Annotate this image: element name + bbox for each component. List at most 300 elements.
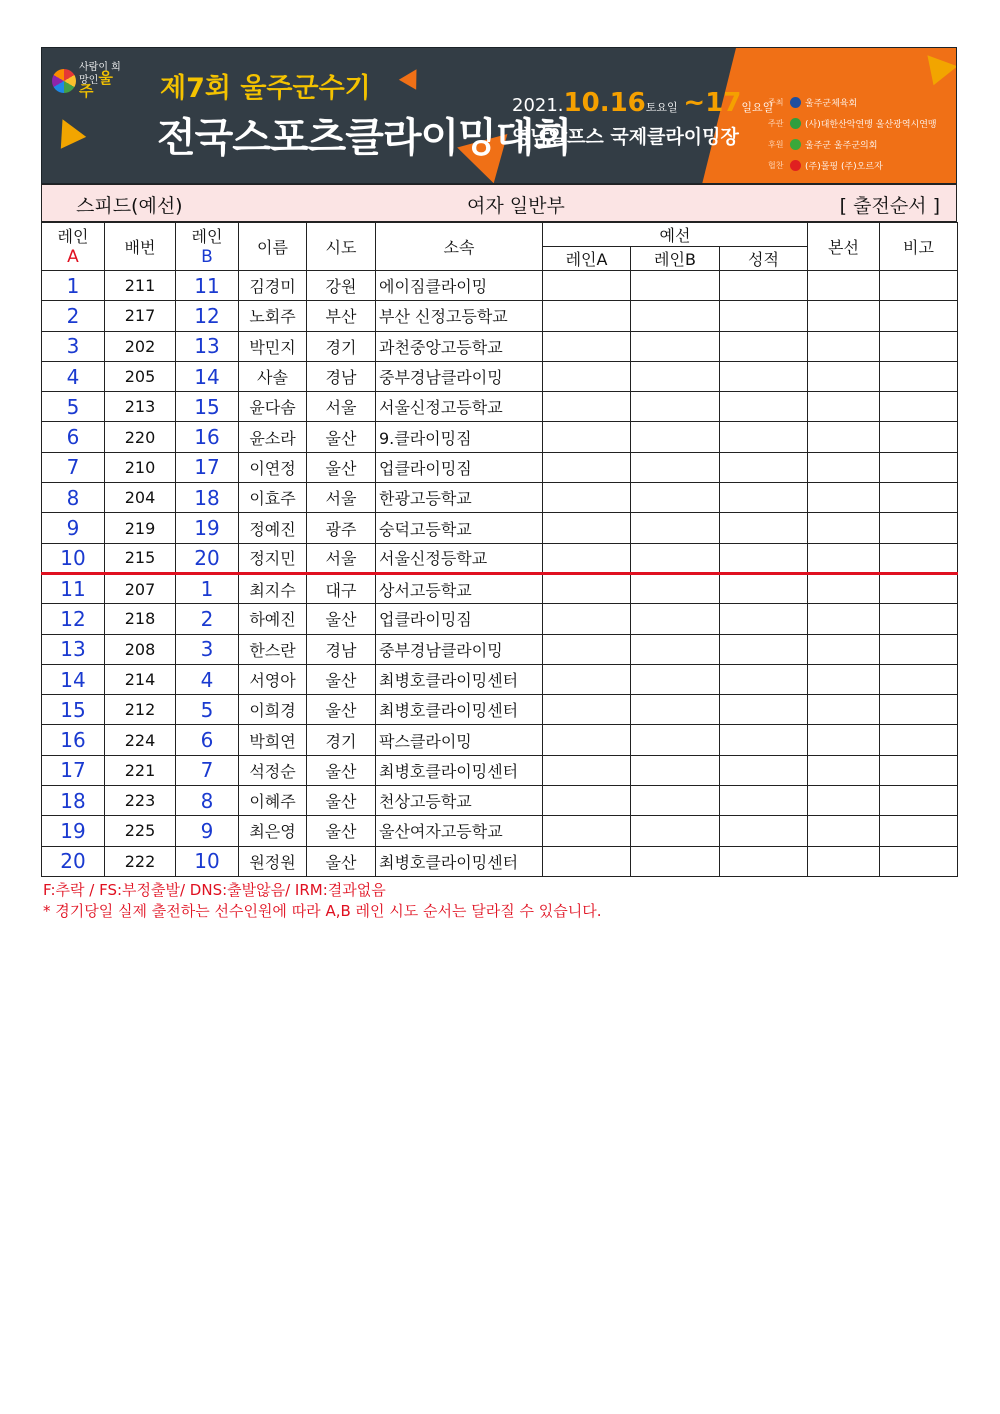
region-cell: 울산 [307, 816, 376, 846]
region-cell: 서울 [307, 483, 376, 513]
table-row [42, 392, 958, 422]
final-cell [808, 422, 880, 452]
lane-b-cell: 17 [176, 452, 239, 482]
bib-cell: 218 [105, 604, 176, 634]
lane-a-cell: 11 [42, 573, 105, 603]
lane-a-cell: 5 [42, 392, 105, 422]
table-row [42, 301, 958, 331]
final-cell [808, 755, 880, 785]
table-row [42, 361, 958, 391]
lane-b-cell: 10 [176, 846, 239, 876]
decor-triangle [399, 64, 425, 90]
qual-lane-a-cell [543, 543, 631, 573]
remarks-cell [880, 301, 958, 331]
region-cell: 서울 [307, 543, 376, 573]
name-cell: 최은영 [239, 816, 307, 846]
bib-cell: 215 [105, 543, 176, 573]
header-name: 이름 [239, 223, 307, 271]
team-cell: 상서고등학교 [376, 573, 543, 603]
region-cell: 경남 [307, 361, 376, 391]
qual-lane-b-cell [631, 604, 720, 634]
name-cell: 한스란 [239, 634, 307, 664]
section-header [41, 184, 957, 222]
event-name: 스피드(예선) [76, 195, 183, 217]
region-cell: 울산 [307, 695, 376, 725]
region-cell: 경기 [307, 331, 376, 361]
lane-b-cell: 9 [176, 816, 239, 846]
table-row [42, 604, 958, 634]
qual-lane-b-cell [631, 271, 720, 301]
team-cell: 업클라이밍짐 [376, 604, 543, 634]
lane-a-cell: 1 [42, 271, 105, 301]
table-row [42, 543, 958, 573]
start-order-label: [ 출전순서 ] [839, 195, 940, 217]
event-banner [41, 47, 957, 184]
final-cell [808, 664, 880, 694]
remarks-cell [880, 634, 958, 664]
name-cell: 노회주 [239, 301, 307, 331]
qual-lane-a-cell [543, 392, 631, 422]
region-cell: 강원 [307, 271, 376, 301]
qual-result-cell [720, 816, 808, 846]
name-cell: 박희연 [239, 725, 307, 755]
final-cell [808, 786, 880, 816]
qual-lane-a-cell [543, 483, 631, 513]
header-qual-lane-b: 레인B [631, 247, 720, 271]
final-cell [808, 361, 880, 391]
lane-b-cell: 1 [176, 573, 239, 603]
lane-a-cell: 4 [42, 361, 105, 391]
lane-a-cell: 20 [42, 846, 105, 876]
remarks-cell [880, 816, 958, 846]
region-cell: 대구 [307, 573, 376, 603]
team-cell: 최병호클라이밍센터 [376, 664, 543, 694]
qual-result-cell [720, 725, 808, 755]
lane-a-cell: 13 [42, 634, 105, 664]
team-cell: 9.클라이밍짐 [376, 422, 543, 452]
team-cell: 에이짐클라이밍 [376, 271, 543, 301]
qual-lane-b-cell [631, 452, 720, 482]
federation-emblem-icon [790, 118, 801, 129]
remarks-cell [880, 271, 958, 301]
table-row [42, 573, 958, 603]
lane-b-cell: 16 [176, 422, 239, 452]
header-lane-b-top: 레인 [191, 226, 223, 246]
qual-result-cell [720, 483, 808, 513]
qual-lane-a-cell [543, 331, 631, 361]
team-cell: 팍스클라이밍 [376, 725, 543, 755]
qual-lane-a-cell [543, 755, 631, 785]
bib-cell: 223 [105, 786, 176, 816]
team-cell: 한광고등학교 [376, 483, 543, 513]
qual-result-cell [720, 361, 808, 391]
bib-cell: 213 [105, 392, 176, 422]
team-cell: 중부경남클라이밍 [376, 361, 543, 391]
qual-result-cell [720, 271, 808, 301]
lane-a-cell: 15 [42, 695, 105, 725]
lane-b-cell: 2 [176, 604, 239, 634]
final-cell [808, 543, 880, 573]
qual-lane-a-cell [543, 695, 631, 725]
final-cell [808, 816, 880, 846]
lane-a-cell: 6 [42, 422, 105, 452]
final-cell [808, 634, 880, 664]
qual-lane-a-cell [543, 604, 631, 634]
sponsor-host [768, 92, 954, 113]
qual-result-cell [720, 604, 808, 634]
logo-slogan: 사람이 희망인 [79, 62, 121, 86]
name-cell: 이효주 [239, 483, 307, 513]
qual-lane-a-cell [543, 573, 631, 603]
name-cell: 윤다솜 [239, 392, 307, 422]
name-cell: 윤소라 [239, 422, 307, 452]
qual-lane-b-cell [631, 846, 720, 876]
sponsor-role: 주관 [768, 119, 784, 128]
bib-cell: 214 [105, 664, 176, 694]
legend-note: F:추락 / FS:부정출발/ DNS:출발않음/ IRM:결과없음 [43, 881, 386, 899]
qual-lane-a-cell [543, 422, 631, 452]
region-cell: 울산 [307, 846, 376, 876]
qual-lane-b-cell [631, 392, 720, 422]
final-cell [808, 695, 880, 725]
table-row [42, 483, 958, 513]
sponsor-supporter [768, 134, 954, 155]
name-cell: 서영아 [239, 664, 307, 694]
remarks-cell [880, 604, 958, 634]
lane-a-cell: 14 [42, 664, 105, 694]
header-remarks: 비고 [880, 223, 958, 271]
team-cell: 과천중앙고등학교 [376, 331, 543, 361]
qual-lane-b-cell [631, 361, 720, 391]
team-cell: 업클라이밍짐 [376, 452, 543, 482]
lane-a-cell: 12 [42, 604, 105, 634]
header-qual-result: 성적 [720, 247, 808, 271]
event-title-line1: 제7회 울주군수기 [160, 73, 371, 104]
qual-lane-b-cell [631, 483, 720, 513]
region-cell: 울산 [307, 452, 376, 482]
table-row [42, 634, 958, 664]
qual-result-cell [720, 664, 808, 694]
bib-cell: 211 [105, 271, 176, 301]
team-cell: 서울신정등학교 [376, 543, 543, 573]
bib-cell: 225 [105, 816, 176, 846]
lane-b-cell: 6 [176, 725, 239, 755]
table-row [42, 331, 958, 361]
division-name: 여자 일반부 [467, 195, 565, 217]
name-cell: 이혜주 [239, 786, 307, 816]
region-cell: 울산 [307, 422, 376, 452]
ulju-logo [52, 62, 123, 99]
final-cell [808, 846, 880, 876]
qual-result-cell [720, 331, 808, 361]
decor-triangle [50, 113, 86, 148]
bib-cell: 222 [105, 846, 176, 876]
lane-a-cell: 7 [42, 452, 105, 482]
event-venue: 영남알프스 국제클라이밍장 [512, 126, 739, 148]
remarks-cell [880, 573, 958, 603]
footnotes [43, 880, 602, 922]
qual-result-cell [720, 846, 808, 876]
logo-brand: 울주 [79, 69, 113, 100]
sponsor-org: 울주군체육회 [805, 99, 858, 109]
region-cell: 울산 [307, 604, 376, 634]
name-cell: 정예진 [239, 513, 307, 543]
qual-lane-b-cell [631, 786, 720, 816]
region-cell: 경남 [307, 634, 376, 664]
name-cell: 석정순 [239, 755, 307, 785]
region-cell: 광주 [307, 513, 376, 543]
qual-lane-a-cell [543, 786, 631, 816]
team-cell: 서울신정고등학교 [376, 392, 543, 422]
bib-cell: 207 [105, 573, 176, 603]
lane-b-cell: 14 [176, 361, 239, 391]
lane-b-cell: 19 [176, 513, 239, 543]
team-cell: 부산 신정고등학교 [376, 301, 543, 331]
name-cell: 최지수 [239, 573, 307, 603]
qual-lane-b-cell [631, 573, 720, 603]
qual-lane-b-cell [631, 331, 720, 361]
team-cell: 최병호클라이밍센터 [376, 755, 543, 785]
team-cell: 최병호클라이밍센터 [376, 695, 543, 725]
lane-b-cell: 5 [176, 695, 239, 725]
lane-a-cell: 9 [42, 513, 105, 543]
qual-lane-a-cell [543, 725, 631, 755]
lane-b-cell: 15 [176, 392, 239, 422]
remarks-cell [880, 755, 958, 785]
team-cell: 천상고등학교 [376, 786, 543, 816]
lane-a-cell: 3 [42, 331, 105, 361]
sponsor-organizer [768, 113, 954, 134]
name-cell: 이연정 [239, 452, 307, 482]
region-cell: 서울 [307, 392, 376, 422]
header-bib: 배번 [105, 223, 176, 271]
region-cell: 울산 [307, 664, 376, 694]
name-cell: 정지민 [239, 543, 307, 573]
qual-result-cell [720, 301, 808, 331]
qual-lane-a-cell [543, 271, 631, 301]
lane-b-cell: 8 [176, 786, 239, 816]
qual-result-cell [720, 392, 808, 422]
lane-a-cell: 17 [42, 755, 105, 785]
lane-a-cell: 8 [42, 483, 105, 513]
qual-lane-a-cell [543, 846, 631, 876]
table-row [42, 664, 958, 694]
remarks-cell [880, 786, 958, 816]
region-cell: 울산 [307, 755, 376, 785]
lane-a-cell: 18 [42, 786, 105, 816]
qual-lane-a-cell [543, 634, 631, 664]
lane-a-cell: 10 [42, 543, 105, 573]
date-end-day: 일요일 [741, 101, 774, 114]
region-cell: 울산 [307, 786, 376, 816]
final-cell [808, 513, 880, 543]
date-start: 10.16 [563, 88, 646, 118]
sponsor-org: (주)몰핑 (주)오르자 [805, 162, 883, 172]
qual-lane-b-cell [631, 422, 720, 452]
final-cell [808, 452, 880, 482]
header-lane-b-letter: B [201, 246, 213, 267]
header-qual-lane-a: 레인A [543, 247, 631, 271]
final-cell [808, 271, 880, 301]
bib-cell: 204 [105, 483, 176, 513]
table-row [42, 786, 958, 816]
qual-lane-a-cell [543, 513, 631, 543]
date-start-day: 토요일 [645, 101, 678, 114]
bib-cell: 224 [105, 725, 176, 755]
header-final: 본선 [808, 223, 880, 271]
remarks-cell [880, 543, 958, 573]
bib-cell: 205 [105, 361, 176, 391]
remarks-cell [880, 725, 958, 755]
start-list-table [41, 222, 958, 877]
qual-result-cell [720, 695, 808, 725]
qual-lane-b-cell [631, 725, 720, 755]
ulju-emblem-icon [790, 139, 801, 150]
bib-cell: 208 [105, 634, 176, 664]
qual-result-cell [720, 755, 808, 785]
remarks-cell [880, 392, 958, 422]
qual-result-cell [720, 543, 808, 573]
remarks-cell [880, 452, 958, 482]
bib-cell: 221 [105, 755, 176, 785]
qual-lane-b-cell [631, 695, 720, 725]
bib-cell: 219 [105, 513, 176, 543]
team-cell: 숭덕고등학교 [376, 513, 543, 543]
qual-lane-a-cell [543, 664, 631, 694]
name-cell: 박민지 [239, 331, 307, 361]
lane-b-cell: 7 [176, 755, 239, 785]
event-title-line2: 전국스포츠클라이밍대회 [157, 115, 572, 161]
bib-cell: 220 [105, 422, 176, 452]
sponsor-role: 후원 [768, 140, 784, 149]
bib-cell: 202 [105, 331, 176, 361]
qual-lane-b-cell [631, 755, 720, 785]
lane-b-cell: 13 [176, 331, 239, 361]
remarks-cell [880, 331, 958, 361]
name-cell: 원정원 [239, 846, 307, 876]
lane-b-cell: 4 [176, 664, 239, 694]
sponsor-role: 협찬 [768, 161, 784, 170]
sponsor-list [768, 92, 954, 176]
lane-b-cell: 3 [176, 634, 239, 664]
header-lane-a-top: 레인 [57, 226, 89, 246]
host-emblem-icon [790, 97, 801, 108]
region-cell: 경기 [307, 725, 376, 755]
table-row [42, 755, 958, 785]
qual-lane-b-cell [631, 301, 720, 331]
remarks-cell [880, 513, 958, 543]
qual-result-cell [720, 573, 808, 603]
remarks-cell [880, 361, 958, 391]
flower-logo-icon [52, 69, 76, 93]
team-cell: 최병호클라이밍센터 [376, 846, 543, 876]
final-cell [808, 604, 880, 634]
sponsor-role: 주최 [768, 98, 784, 107]
qual-lane-b-cell [631, 816, 720, 846]
entries-body [42, 271, 958, 877]
remarks-cell [880, 664, 958, 694]
lane-a-cell: 16 [42, 725, 105, 755]
qual-lane-a-cell [543, 301, 631, 331]
qual-lane-a-cell [543, 452, 631, 482]
remarks-cell [880, 483, 958, 513]
morphing-emblem-icon [790, 160, 801, 171]
qual-result-cell [720, 513, 808, 543]
header-team: 소속 [376, 223, 543, 271]
name-cell: 사솔 [239, 361, 307, 391]
final-cell [808, 725, 880, 755]
date-year: 2021. [512, 95, 564, 116]
lane-b-cell: 11 [176, 271, 239, 301]
name-cell: 이희경 [239, 695, 307, 725]
header-lane-b [176, 223, 239, 271]
final-cell [808, 392, 880, 422]
sponsor-cosponsor [768, 155, 954, 176]
sponsor-org: (사)대한산악연맹 울산광역시연맹 [805, 120, 937, 130]
table-row [42, 422, 958, 452]
table-row [42, 452, 958, 482]
remarks-cell [880, 695, 958, 725]
remarks-cell [880, 422, 958, 452]
remarks-cell [880, 846, 958, 876]
header-qualification: 예선 [543, 223, 808, 247]
table-row [42, 271, 958, 301]
team-cell: 중부경남클라이밍 [376, 634, 543, 664]
table-row [42, 846, 958, 876]
table-row [42, 695, 958, 725]
header-region: 시도 [307, 223, 376, 271]
header-lane-a-letter: A [67, 246, 79, 267]
qual-result-cell [720, 634, 808, 664]
bib-cell: 210 [105, 452, 176, 482]
logo-text [79, 62, 123, 99]
bib-cell: 212 [105, 695, 176, 725]
date-end: 17 [705, 88, 742, 118]
qual-result-cell [720, 786, 808, 816]
lane-a-cell: 2 [42, 301, 105, 331]
qual-result-cell [720, 422, 808, 452]
lane-b-cell: 20 [176, 543, 239, 573]
final-cell [808, 301, 880, 331]
final-cell [808, 573, 880, 603]
bib-cell: 217 [105, 301, 176, 331]
final-cell [808, 331, 880, 361]
lane-b-cell: 18 [176, 483, 239, 513]
final-cell [808, 483, 880, 513]
table-row [42, 513, 958, 543]
qual-result-cell [720, 452, 808, 482]
team-cell: 울산여자고등학교 [376, 816, 543, 846]
qual-lane-b-cell [631, 513, 720, 543]
lane-a-cell: 19 [42, 816, 105, 846]
disclaimer-note: * 경기당일 실제 출전하는 선수인원에 따라 A,B 레인 시도 순서는 달라질 수 있습니다. [43, 902, 602, 920]
table-row [42, 816, 958, 846]
header-lane-a [42, 223, 105, 271]
name-cell: 김경미 [239, 271, 307, 301]
qual-lane-a-cell [543, 361, 631, 391]
lane-b-cell: 12 [176, 301, 239, 331]
qual-lane-b-cell [631, 634, 720, 664]
qual-lane-b-cell [631, 543, 720, 573]
event-date [512, 88, 773, 118]
table-row [42, 725, 958, 755]
date-tilde: ~ [683, 88, 706, 118]
qual-lane-a-cell [543, 816, 631, 846]
region-cell: 부산 [307, 301, 376, 331]
qual-lane-b-cell [631, 664, 720, 694]
sponsor-org: 울주군 울주군의회 [805, 141, 878, 151]
name-cell: 하예진 [239, 604, 307, 634]
